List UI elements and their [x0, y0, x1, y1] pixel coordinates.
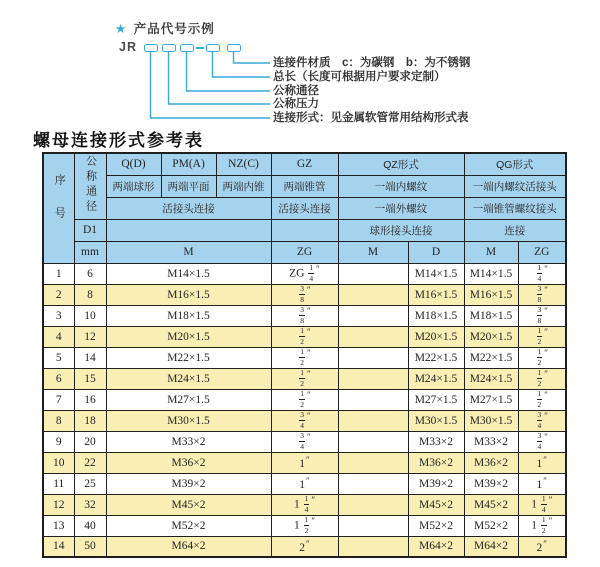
cell-qg-m: M45×2: [464, 494, 518, 515]
cell-qz-m: [338, 284, 408, 305]
cell-qg-zg: $\frac{3}{8}$ ″: [518, 305, 566, 326]
cell-no: 11: [43, 473, 74, 494]
table-header: [43, 153, 566, 263]
cell-qz-m: [338, 410, 408, 431]
header-qg-connection: 连接: [464, 219, 566, 241]
cell-gz: 1 $\frac{1}{4}$ ″: [271, 494, 338, 515]
cell-dn: 25: [74, 473, 106, 494]
cell-dn: 8: [74, 284, 106, 305]
cell-qz-m: [338, 494, 408, 515]
cell-qz-m: [338, 326, 408, 347]
cell-dn: 16: [74, 389, 106, 410]
cell-gz: $\frac{1}{2}$ ″: [271, 368, 338, 389]
header-gz: GZ: [271, 153, 338, 175]
cell-qz-d: M14×1.5: [408, 263, 464, 284]
cell-dn: 22: [74, 452, 106, 473]
header-nz-desc: 两端内锥: [216, 175, 271, 197]
code-dash: [196, 47, 204, 49]
cell-qg-m: M30×1.5: [464, 410, 518, 431]
cell-m: M39×2: [106, 473, 271, 494]
table-row: [43, 368, 566, 389]
cell-no: 13: [43, 515, 74, 536]
cell-m: M27×1.5: [106, 389, 271, 410]
cell-gz: 1″: [271, 452, 338, 473]
cell-no: 7: [43, 389, 74, 410]
cell-dn: 15: [74, 368, 106, 389]
table-row: [43, 263, 566, 284]
cell-m: M45×2: [106, 494, 271, 515]
cell-dn: 20: [74, 431, 106, 452]
header-qz-form: QZ形式: [338, 153, 464, 175]
header-qg-m: M: [464, 241, 518, 263]
header-qg-desc1: 一端内螺纹活接头: [464, 175, 566, 197]
cell-m: M20×1.5: [106, 326, 271, 347]
cell-no: 14: [43, 536, 74, 557]
legend-total-length: 总长（长度可根据用户要求定制）: [273, 70, 446, 83]
cell-gz: ZG $\frac{1}{4}$ ″: [271, 263, 338, 284]
cell-qg-m: M16×1.5: [464, 284, 518, 305]
cell-m: M33×2: [106, 431, 271, 452]
header-m: M: [106, 241, 271, 263]
cell-qg-zg: $\frac{1}{2}$ ″: [518, 368, 566, 389]
header-pm-desc: 两端平面: [161, 175, 216, 197]
cell-gz: $\frac{3}{4}$ ″: [271, 431, 338, 452]
cell-qg-m: M64×2: [464, 536, 518, 557]
cell-qz-d: M20×1.5: [408, 326, 464, 347]
cell-qg-m: M18×1.5: [464, 305, 518, 326]
cell-m: M16×1.5: [106, 284, 271, 305]
table-row: [43, 410, 566, 431]
legend-nominal-diameter: 公称通径: [273, 84, 319, 97]
cell-dn: 14: [74, 347, 106, 368]
table-row: [43, 494, 566, 515]
cell-qz-m: [338, 389, 408, 410]
header-pm: PM(A): [161, 153, 216, 175]
table-row: [43, 452, 566, 473]
header-gz-desc: 两端锥管: [271, 175, 338, 197]
cell-qz-d: M24×1.5: [408, 368, 464, 389]
cell-qg-m: M36×2: [464, 452, 518, 473]
cell-qg-zg: 1″: [518, 473, 566, 494]
header-qz-m: M: [338, 241, 408, 263]
cell-qg-m: M33×2: [464, 431, 518, 452]
header-serial: 序号: [43, 153, 74, 263]
cell-gz: $\frac{3}{8}$ ″: [271, 284, 338, 305]
header-nz: NZ(C): [216, 153, 271, 175]
cell-qz-d: M18×1.5: [408, 305, 464, 326]
cell-m: M18×1.5: [106, 305, 271, 326]
cell-qg-zg: $\frac{1}{4}$ ″: [518, 263, 566, 284]
table-row: [43, 536, 566, 557]
cell-qz-m: [338, 263, 408, 284]
legend-nominal-pressure: 公称压力: [273, 97, 319, 110]
header-union-connection: 活接头连接: [106, 197, 271, 219]
table-row: [43, 284, 566, 305]
header-blank-1: [106, 219, 271, 241]
cell-gz: $\frac{3}{8}$ ″: [271, 305, 338, 326]
cell-qz-d: M27×1.5: [408, 389, 464, 410]
cell-dn: 40: [74, 515, 106, 536]
header-qg-form: QG形式: [464, 153, 566, 175]
table-row: [43, 389, 566, 410]
code-prefix: JR: [119, 40, 137, 54]
cell-qg-zg: $\frac{1}{2}$ ″: [518, 347, 566, 368]
cell-no: 1: [43, 263, 74, 284]
header-qz-connection: 球形接头连接: [338, 219, 464, 241]
cell-qz-m: [338, 431, 408, 452]
header-q: Q(D): [106, 153, 161, 175]
legend-material: 连接件材质 c：为碳钢 b：为不锈钢: [273, 56, 471, 69]
code-box-5: [227, 44, 241, 52]
cell-qz-m: [338, 452, 408, 473]
code-box-1: [144, 44, 158, 52]
table-row: [43, 515, 566, 536]
cell-no: 2: [43, 284, 74, 305]
cell-qg-zg: $\frac{3}{8}$ ″: [518, 284, 566, 305]
cell-qg-m: M52×2: [464, 515, 518, 536]
cell-gz: $\frac{1}{2}$ ″: [271, 347, 338, 368]
cell-qz-d: M33×2: [408, 431, 464, 452]
cell-m: M36×2: [106, 452, 271, 473]
product-code-heading-text: 产品代号示例: [133, 22, 215, 36]
cell-qg-zg: 1 $\frac{1}{2}$ ″: [518, 515, 566, 536]
header-nominal-diameter: 公称通径: [74, 153, 106, 219]
header-qz-desc2: 一端外螺纹: [338, 197, 464, 219]
cell-qz-d: M30×1.5: [408, 410, 464, 431]
cell-no: 9: [43, 431, 74, 452]
cell-no: 6: [43, 368, 74, 389]
table-row: [43, 326, 566, 347]
header-blank-2: [271, 219, 338, 241]
cell-qg-zg: $\frac{3}{4}$ ″: [518, 410, 566, 431]
cell-qg-zg: 1 $\frac{1}{4}$ ″: [518, 494, 566, 515]
cell-qz-d: M39×2: [408, 473, 464, 494]
cell-gz: $\frac{1}{2}$ ″: [271, 326, 338, 347]
table-row: [43, 473, 566, 494]
cell-qz-m: [338, 536, 408, 557]
code-box-2: [162, 44, 176, 52]
reference-table: [42, 152, 567, 558]
cell-qg-zg: $\frac{1}{2}$ ″: [518, 389, 566, 410]
cell-gz: $\frac{1}{2}$ ″: [271, 389, 338, 410]
cell-no: 12: [43, 494, 74, 515]
header-qz-d: D: [408, 241, 464, 263]
table-row: [43, 347, 566, 368]
table-row: [43, 431, 566, 452]
header-qg-desc2: 一端锥管螺纹接头: [464, 197, 566, 219]
table-row: [43, 305, 566, 326]
cell-qg-m: M14×1.5: [464, 263, 518, 284]
cell-qg-zg: $\frac{3}{4}$ ″: [518, 431, 566, 452]
cell-qz-m: [338, 305, 408, 326]
cell-m: M14×1.5: [106, 263, 271, 284]
cell-qz-m: [338, 515, 408, 536]
cell-gz: 2″: [271, 536, 338, 557]
product-code-diagram: [0, 0, 600, 130]
cell-dn: 12: [74, 326, 106, 347]
cell-m: M22×1.5: [106, 347, 271, 368]
cell-no: 10: [43, 452, 74, 473]
cell-no: 5: [43, 347, 74, 368]
table-wrapper: [42, 152, 567, 558]
header-gz-connection: 活接头连接: [271, 197, 338, 219]
cell-gz: 1 $\frac{1}{2}$ ″: [271, 515, 338, 536]
header-mm: mm: [74, 241, 106, 263]
cell-qg-m: M39×2: [464, 473, 518, 494]
cell-dn: 18: [74, 410, 106, 431]
table-title: 螺母连接形式参考表: [33, 131, 204, 151]
header-qz-desc1: 一端内螺纹: [338, 175, 464, 197]
header-d1: D1: [74, 219, 106, 241]
cell-qg-m: M27×1.5: [464, 389, 518, 410]
cell-qg-zg: 2″: [518, 536, 566, 557]
cell-dn: 32: [74, 494, 106, 515]
legend-connection-form: 连接形式：见金属软管常用结构形式表: [273, 111, 469, 124]
code-box-4: [206, 44, 220, 52]
cell-qg-m: M22×1.5: [464, 347, 518, 368]
header-zg: ZG: [271, 241, 338, 263]
cell-qz-d: M16×1.5: [408, 284, 464, 305]
cell-no: 4: [43, 326, 74, 347]
cell-qg-m: M20×1.5: [464, 326, 518, 347]
cell-m: M64×2: [106, 536, 271, 557]
cell-qz-d: M22×1.5: [408, 347, 464, 368]
cell-qz-m: [338, 473, 408, 494]
cell-m: M24×1.5: [106, 368, 271, 389]
cell-dn: 10: [74, 305, 106, 326]
cell-qz-d: M52×2: [408, 515, 464, 536]
cell-m: M52×2: [106, 515, 271, 536]
cell-dn: 50: [74, 536, 106, 557]
cell-qz-d: M36×2: [408, 452, 464, 473]
cell-qz-d: M45×2: [408, 494, 464, 515]
header-q-desc: 两端球形: [106, 175, 161, 197]
star-icon: ★: [115, 22, 128, 36]
product-code-heading: [115, 19, 215, 37]
table-body: [43, 263, 566, 557]
cell-qz-m: [338, 347, 408, 368]
cell-no: 8: [43, 410, 74, 431]
cell-qg-m: M24×1.5: [464, 368, 518, 389]
cell-m: M30×1.5: [106, 410, 271, 431]
cell-qz-m: [338, 368, 408, 389]
cell-dn: 6: [74, 263, 106, 284]
cell-gz: 1″: [271, 473, 338, 494]
cell-qg-zg: 1″: [518, 452, 566, 473]
cell-qz-d: M64×2: [408, 536, 464, 557]
cell-no: 3: [43, 305, 74, 326]
cell-gz: $\frac{3}{4}$ ″: [271, 410, 338, 431]
code-box-3: [180, 44, 194, 52]
header-qg-zg: ZG: [518, 241, 566, 263]
cell-qg-zg: $\frac{1}{2}$ ″: [518, 326, 566, 347]
